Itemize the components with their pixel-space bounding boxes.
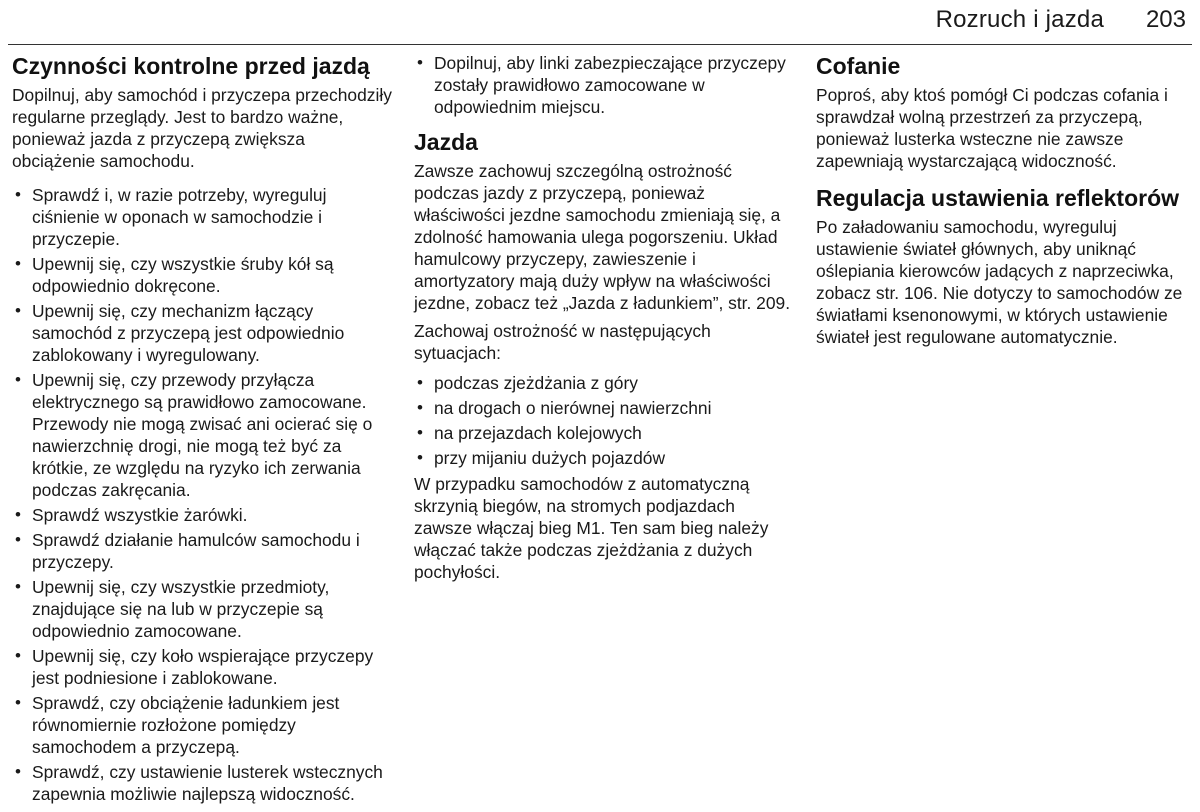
section-heading-checks: Czynności kontrolne przed jazdą: [12, 53, 370, 79]
bullet-icon: •: [15, 301, 21, 320]
headlights-paragraph: Po załadowaniu samochodu, wyreguluj ustawienie świateł głównych, aby uniknąć oślepiania kierowców jadących z naprzeciwka, zobacz str. 106. Nie dotyczy to samochodów ze światłami ksenonowymi, w których ustawienie świateł jest regulowane automatycznie.: [816, 217, 1183, 347]
list-item: • Upewnij się, czy wszystkie przedmioty, znajdujące się na lub w przyczepie są odpowiednio zamocowane.: [15, 577, 330, 641]
column-left: [12, 52, 392, 808]
list-item: • Upewnij się, czy wszystkie śruby kół są odpowiednio dokręcone.: [15, 254, 334, 296]
bullet-icon: •: [417, 448, 423, 467]
list-item: • Upewnij się, czy koło wspierające przyczepy jest podniesione i zablokowane.: [15, 646, 374, 688]
bullet-icon: •: [15, 693, 21, 712]
bullet-icon: •: [15, 762, 21, 781]
list-item: • Sprawdź, czy obciążenie ładunkiem jest równomiernie rozłożone pomiędzy samochodem a przyczepą.: [15, 693, 340, 757]
caution-paragraph: Zachowaj ostrożność w następujących sytuacjach:: [414, 321, 711, 363]
list-item: • Upewnij się, czy przewody przyłącza elektrycznego są prawidłowo zamocowane. Przewody nie mogą zwisać ani ocierać się o nawierzchnię drogi, nie mogą też być za krótkie, ze względu na ryzyko ich zerwania podczas zakręcania.: [15, 370, 373, 500]
continued-checks-list: [414, 52, 796, 118]
bullet-icon: •: [15, 577, 21, 596]
page-number: 203: [1145, 6, 1186, 33]
list-item: • Sprawdź i, w razie potrzeby, wyreguluj ciśnienie w oponach w samochodzie i przyczepie.: [15, 185, 327, 249]
bullet-icon: •: [15, 505, 21, 524]
page-header: [0, 0, 1200, 46]
driving-paragraph: Zawsze zachowuj szczególną ostrożność podczas jazdy z przyczepą, ponieważ właściwości jezdne samochodu zmieniają się, a zdolność hamowania ulega pogorszeniu. Układ hamulcowy przyczepy, zawieszenie i amortyzatory mają duży wpływ na właściwości jezdne, zobacz też „Jazda z ładunkiem”, str. 209.: [414, 161, 791, 313]
automatic-gearbox-paragraph: W przypadku samochodów z automatyczną skrzynią biegów, na stromych podjazdach zawsze włączaj bieg M1. Ten sam bieg należy włączać także podczas zjeżdżania z dużych pochyłości.: [414, 474, 769, 582]
list-item: • na drogach o nierównej nawierzchni: [417, 398, 712, 418]
section-title: Rozruch i jazda: [935, 6, 1104, 33]
list-item: • Sprawdź, czy ustawienie lusterek wstecznych zapewnia możliwie najlepszą widoczność.: [15, 762, 383, 804]
checks-intro: Dopilnuj, aby samochód i przyczepa przechodziły regularne przeglądy. Jest to bardzo ważne, ponieważ jazda z przyczepą zwiększa obciążenie samochodu.: [12, 85, 392, 171]
bullet-icon: •: [417, 373, 423, 392]
list-item: • Dopilnuj, aby linki zabezpieczające przyczepy zostały prawidłowo zamocowane w odpowiednim miejscu.: [417, 53, 786, 117]
situations-list: [414, 372, 796, 469]
header-divider: [8, 44, 1192, 45]
checks-list: [12, 184, 392, 805]
bullet-icon: •: [15, 185, 21, 204]
list-item: • przy mijaniu dużych pojazdów: [417, 448, 666, 468]
list-item: • Upewnij się, czy mechanizm łączący samochód z przyczepą jest odpowiednio zablokowany i wyregulowany.: [15, 301, 345, 365]
bullet-icon: •: [417, 398, 423, 417]
section-heading-headlights: Regulacja ustawienia reflektorów: [816, 185, 1180, 211]
bullet-icon: •: [417, 53, 423, 72]
bullet-icon: •: [15, 254, 21, 273]
bullet-icon: •: [15, 646, 21, 665]
reversing-paragraph: Poproś, aby ktoś pomógł Ci podczas cofania i sprawdzał wolną przestrzeń za przyczepą, ponieważ lusterka wsteczne nie zawsze zapewniają wystarczającą widoczność.: [816, 85, 1168, 171]
list-item: • Sprawdź wszystkie żarówki.: [15, 505, 248, 525]
bullet-icon: •: [417, 423, 423, 442]
list-item: • podczas zjeżdżania z góry: [417, 373, 638, 393]
section-heading-reversing: Cofanie: [816, 53, 901, 79]
column-right: [816, 52, 1186, 348]
list-item: • na przejazdach kolejowych: [417, 423, 642, 443]
section-heading-driving: Jazda: [414, 129, 478, 155]
bullet-icon: •: [15, 370, 21, 389]
column-middle: [414, 52, 796, 583]
list-item: • Sprawdź działanie hamulców samochodu i przyczepy.: [15, 530, 360, 572]
bullet-icon: •: [15, 530, 21, 549]
